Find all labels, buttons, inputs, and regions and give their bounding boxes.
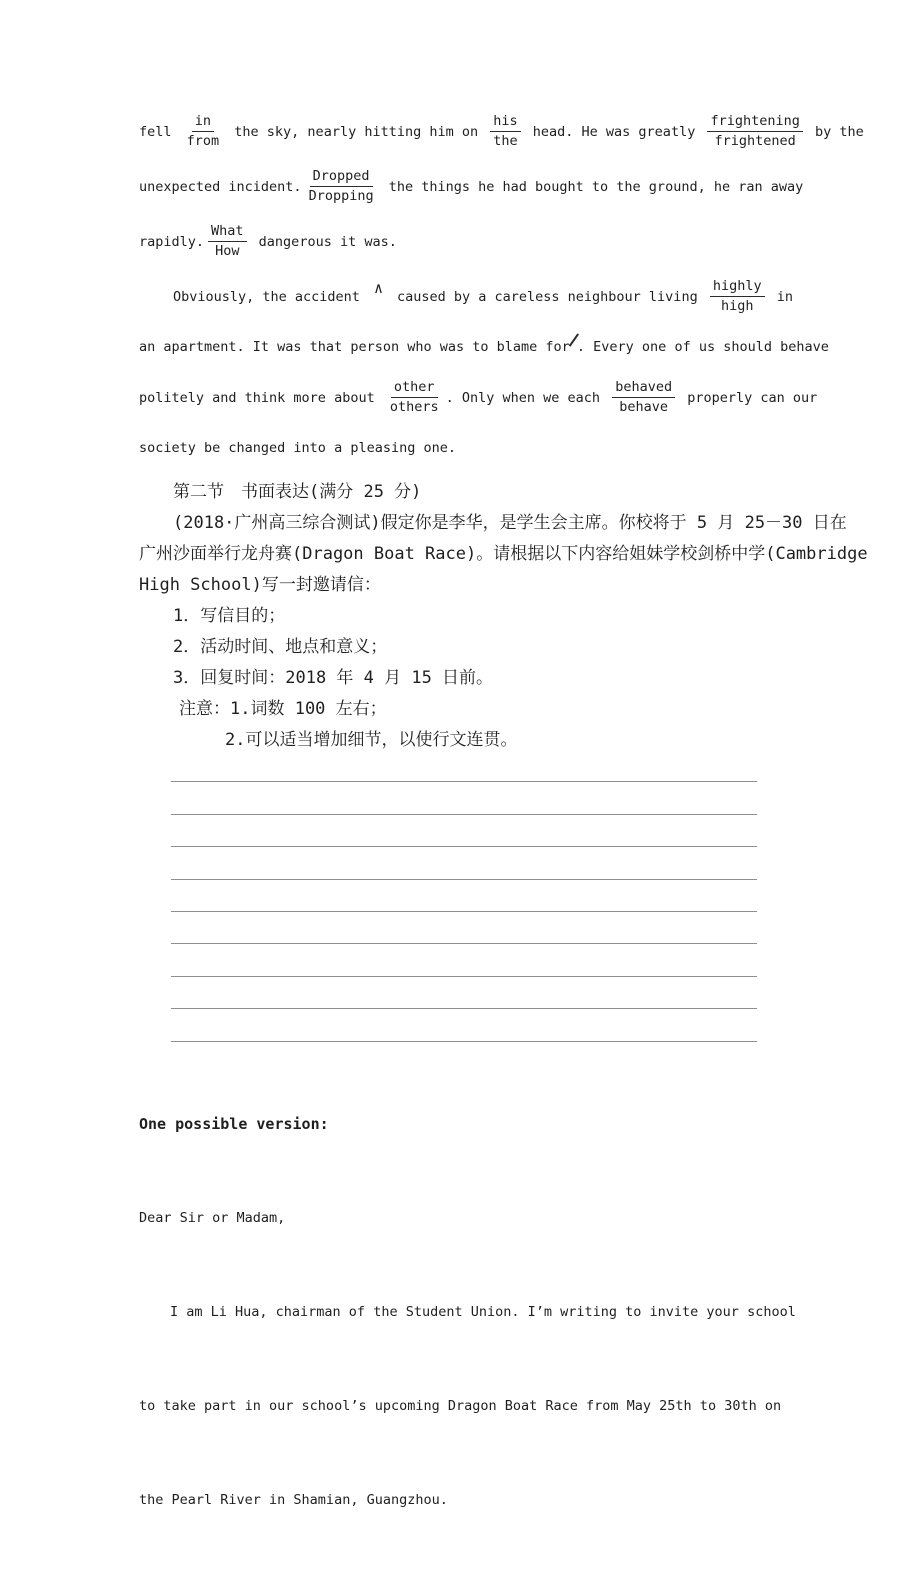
task-note: 注意：1.词数 100 左右； <box>179 699 387 719</box>
choice-top: behaved <box>612 379 675 398</box>
choice-top: Dropped <box>310 168 373 187</box>
choice-top: other <box>391 379 438 398</box>
essay-line: I am Li Hua, chairman of the Student Union. I’m writing to invite your school <box>170 1303 796 1320</box>
correction-line <box>139 214 799 269</box>
word-choice-fraction <box>710 278 765 315</box>
answer-line <box>171 912 757 944</box>
word-choice-fraction <box>387 379 442 416</box>
choice-bottom: high <box>720 298 754 314</box>
prompt-line: (2018·广州高三综合测试)假定你是李华，是学生会主席。你校将于 5 月 25－30 日在 <box>173 513 847 533</box>
correction-text: politely and think more about <box>139 389 383 406</box>
correction-text: dangerous it was. <box>250 233 397 250</box>
word-choice-fraction <box>306 168 377 205</box>
answer-line <box>171 977 757 1009</box>
answer-line <box>171 880 757 912</box>
choice-top: highly <box>710 278 765 297</box>
task-point: 2．活动时间、地点和意义； <box>173 637 388 657</box>
correction-line <box>139 425 799 471</box>
sample-answer-title: One possible version: <box>139 1115 329 1134</box>
word-choice-fraction <box>490 113 520 150</box>
task-point: 1．写信目的； <box>173 606 286 626</box>
writing-lines <box>171 750 757 1042</box>
word-choice-fraction <box>184 113 223 150</box>
sample-answer <box>139 1047 799 1579</box>
correction-text: fell <box>139 123 180 140</box>
correction-text: caused by a careless neighbour living <box>396 288 706 305</box>
correction-line <box>139 159 804 214</box>
section-heading: 第二节 书面表达(满分 25 分) <box>173 482 422 502</box>
correction-text: properly can our <box>679 389 818 406</box>
correction-text: unexpected incident. <box>139 178 302 195</box>
answer-line <box>171 1009 757 1041</box>
choice-bottom: frightened <box>714 133 796 149</box>
word-choice-fraction <box>612 379 675 416</box>
insert-caret-mark: ∧ <box>373 278 383 297</box>
task-note: 2.可以适当增加细节，以使行文连贯。 <box>225 730 518 750</box>
answer-line <box>171 847 757 879</box>
correction-line <box>139 370 818 425</box>
correction-text: Obviously, the accident <box>173 288 360 305</box>
task-prompt <box>139 508 868 601</box>
choice-bottom: Dropping <box>308 188 374 204</box>
answer-line <box>171 944 757 976</box>
choice-top: What <box>208 223 247 242</box>
choice-top: in <box>192 113 214 132</box>
task-notes <box>139 694 799 756</box>
choice-bottom: How <box>215 243 240 259</box>
correction-line <box>139 324 829 370</box>
correction-section <box>139 104 864 471</box>
task-point: 3．回复时间：2018 年 4 月 15 日前。 <box>173 668 494 688</box>
word-choice-fraction <box>208 223 247 260</box>
choice-bottom: the <box>493 133 518 149</box>
answer-line <box>171 815 757 847</box>
prompt-line: High School)写一封邀请信： <box>139 575 381 595</box>
correction-text: . Every one of us should behave <box>568 339 829 355</box>
correction-text: rapidly. <box>139 233 205 250</box>
correction-text: in <box>768 288 793 305</box>
correction-text: an apartment. It was that person who was to blame for <box>139 339 570 355</box>
choice-bottom: others <box>389 399 439 415</box>
choice-top: frightening <box>707 113 802 132</box>
task-points <box>139 601 799 694</box>
essay-line: the Pearl River in Shamian, Guangzhou. <box>139 1491 448 1508</box>
choice-bottom: from <box>186 133 220 149</box>
choice-bottom: behave <box>619 399 669 415</box>
correction-line <box>139 269 799 324</box>
correction-text: by the <box>806 123 864 140</box>
word-choice-fraction <box>707 113 802 150</box>
answer-line <box>171 782 757 814</box>
correction-text: the things he had bought to the ground, he ran away <box>380 178 804 195</box>
salutation: Dear Sir or Madam, <box>139 1210 286 1226</box>
correction-text: head. He was greatly <box>524 123 704 140</box>
correction-text: the sky, nearly hitting him on <box>226 123 487 140</box>
choice-top: his <box>490 113 520 132</box>
correction-text: society be changed into a pleasing one. <box>139 440 456 456</box>
prompt-line: 广州沙面举行龙舟赛(Dragon Boat Race)。请根据以下内容给姐妹学校剑桥中学(Cambridge <box>139 544 868 564</box>
correction-line <box>139 104 864 159</box>
correction-text: . Only when we each <box>445 389 609 406</box>
essay-line: to take part in our school’s upcoming Dragon Boat Race from May 25th to 30th on <box>139 1397 782 1414</box>
